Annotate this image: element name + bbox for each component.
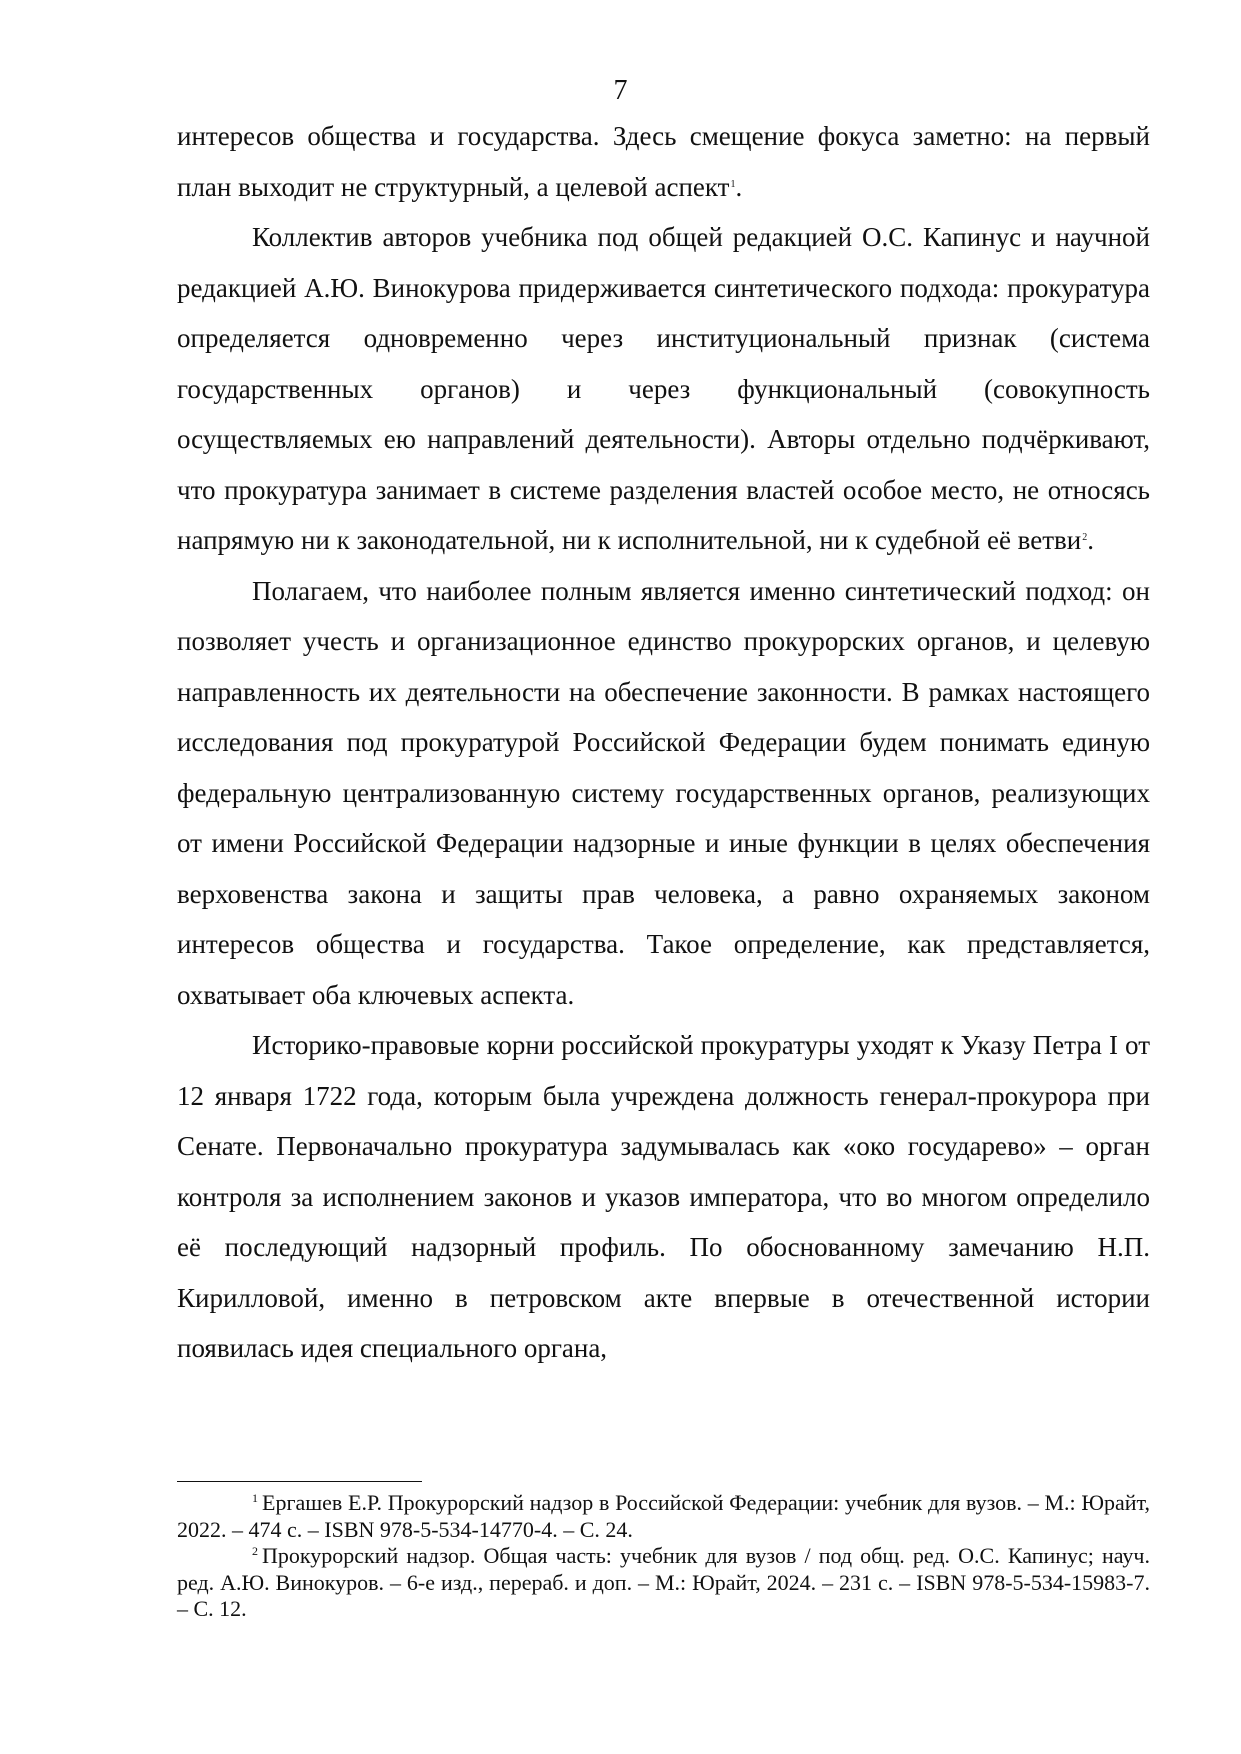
paragraph-2-tail: . [1087, 525, 1094, 555]
footnote-2-text: Прокурорский надзор. Общая часть: учебник для вузов / под общ. ред. О.С. Капинус; науч. ред. А.Ю. Винокуров. – 6-е изд., перераб. и доп. – М.: Юрайт, 2024. – 231 с. – ISBN 978-5-534-15983-7. – С. 12. [177, 1543, 1150, 1621]
footnote-ref-2[interactable]: 2 [1082, 532, 1088, 543]
paragraph-3 [177, 566, 1150, 1021]
paragraph-1-text: интересов общества и государства. Здесь смещение фокуса заметно: на первый план выходит не структурный, а целевой аспект [177, 121, 1150, 202]
paragraph-1-tail: . [735, 171, 743, 202]
paragraph-4-text: Историко-правовые корни российской прокуратуры уходят к Указу Петра I от 12 января 1722 года, которым была учреждена должность генерал-прокурора при Сенате. Первоначально прокуратура задумывалась как «око государево» – орган контроля за исполнением законов и указов императора, что во многом определило её последующий надзорный профиль. По обоснованному замечанию Н.П. Кирилловой, именно в петровском акте впервые в отечественной истории появилась идея специального органа, [177, 1030, 1150, 1363]
footnote-1-number: 1 [252, 1491, 258, 1505]
paragraph-2-text: Коллектив авторов учебника под общей редакцией О.С. Капинус и научной редакцией А.Ю. Винокурова придерживается синтетического подхода: прокуратура определяется одновременно через институциональный признак (система государственных органов) и через функциональный (совокупность осуществляемых ею направлений деятельности). Авторы отдельно подчёркивают, что прокуратура занимает в системе разделения властей особое место, не относясь напрямую ни к законодательной, ни к исполнительной, ни к судебной её ветви [177, 222, 1150, 555]
paragraph-3-text: Полагаем, что наиболее полным является именно синтетический подход: он позволяет учесть и организационное единство прокурорских органов, и целевую направленность их деятельности на обеспечение законности. В рамках настоящего исследования под прокуратурой Российской Федерации будем понимать единую федеральную централизованную систему государственных органов, реализующих от имени Российской Федерации надзорные и иные функции в целях обеспечения верховенства закона и защиты прав человека, а равно охраняемых законом интересов общества и государства. Такое определение, как представляется, охватывает оба ключевых аспекта. [177, 575, 1150, 1010]
page-number: 7 [613, 75, 628, 106]
footnotes [177, 1490, 1150, 1623]
paragraph-1 [177, 111, 1150, 212]
main-text [177, 111, 1150, 1374]
footnote-1 [177, 1490, 1150, 1543]
paragraph-2 [177, 212, 1150, 566]
footnote-separator [177, 1481, 422, 1482]
footnote-2 [177, 1543, 1150, 1623]
footnote-2-number: 2 [252, 1544, 258, 1558]
paragraph-4 [177, 1020, 1150, 1374]
footnote-ref-1[interactable]: 1 [730, 178, 736, 190]
footnote-1-text: Ергашев Е.Р. Прокурорский надзор в Российской Федерации: учебник для вузов. – М.: Юрайт, 2022. – 474 с. – ISBN 978-5-534-14770-4. – С. 24. [177, 1490, 1150, 1542]
